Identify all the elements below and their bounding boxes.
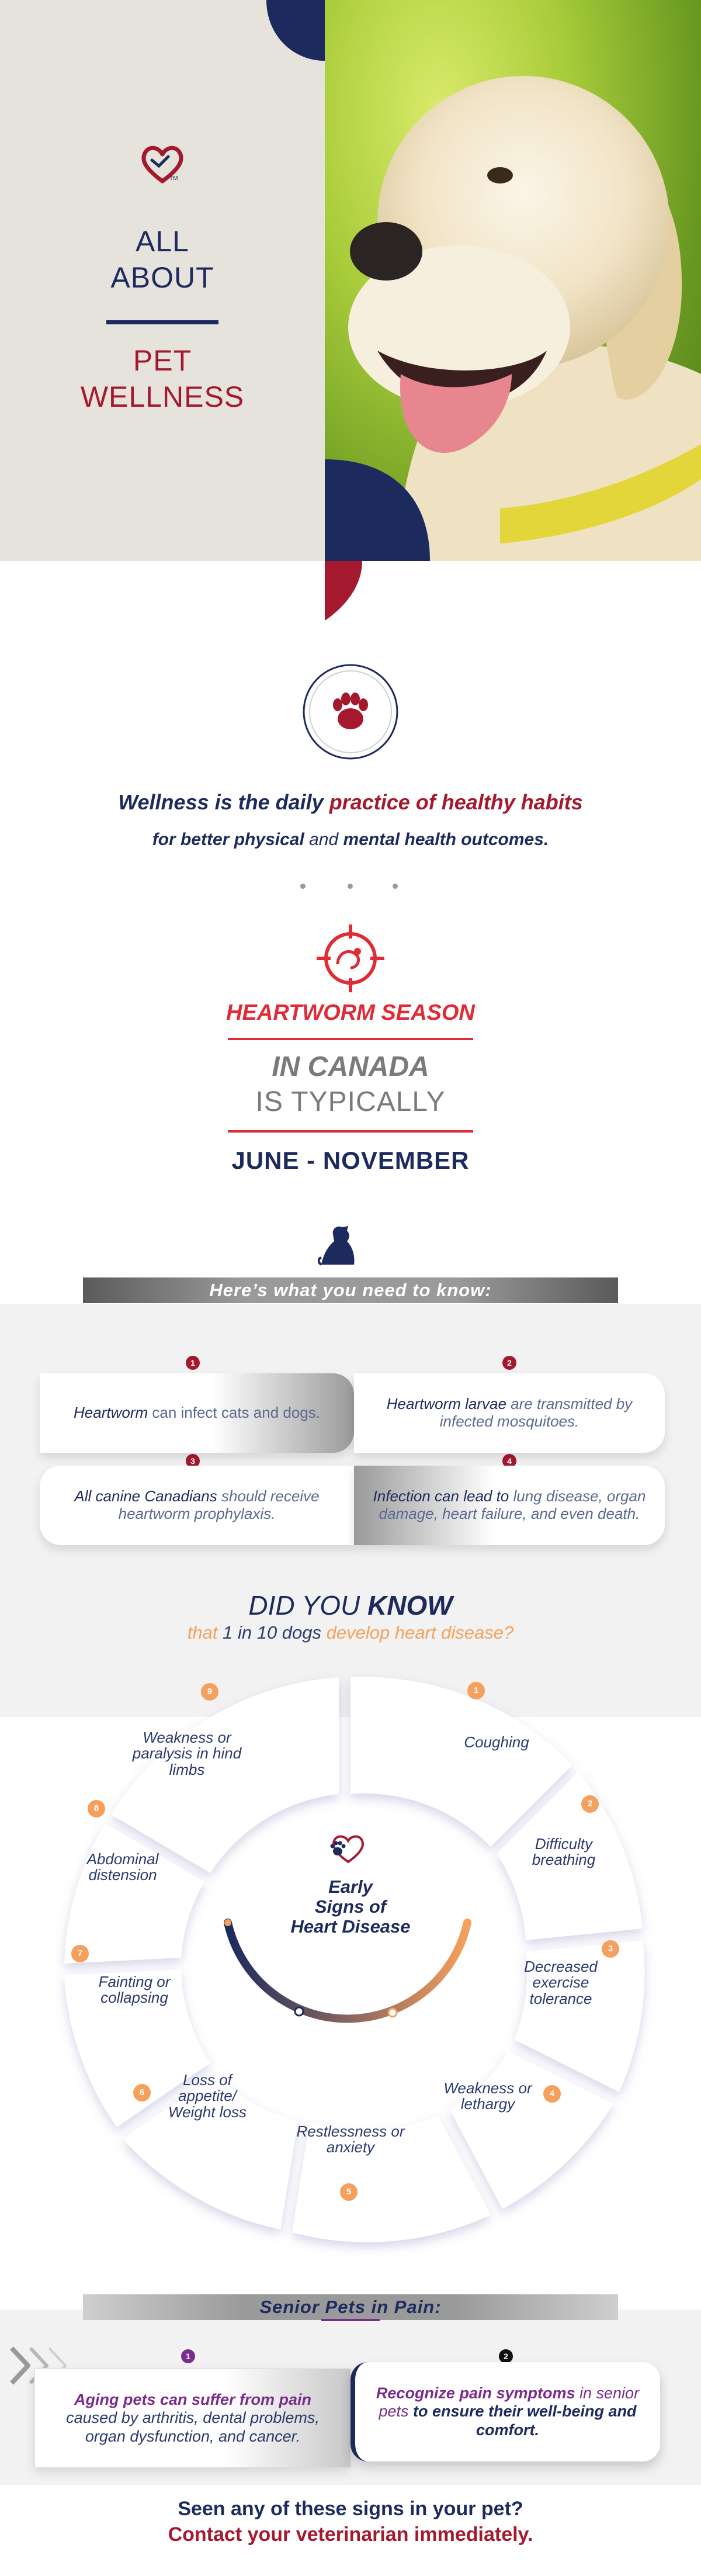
heart-logo-icon: [139, 143, 186, 186]
fact-number: 4: [502, 1454, 516, 1468]
fact-number: 2: [502, 1356, 516, 1370]
senior-card-2-bold: Recognize pain symptoms: [376, 2384, 575, 2402]
sign-restlessness: Restlessness or anxiety: [296, 2123, 405, 2156]
sign-number: 6: [133, 2084, 151, 2101]
need-to-know-banner: Here’s what you need to know:: [83, 1277, 618, 1303]
navy-decoration-top: [266, 0, 372, 61]
senior-banner-accent: [321, 2319, 380, 2321]
sign-hind-limbs: Weakness or paralysis in hind limbs: [132, 1729, 242, 1778]
sign-number: 4: [543, 2085, 561, 2103]
hero-title-all: ALL: [136, 225, 189, 258]
footer-call-to-action: Contact your veterinarian immediately.: [168, 2523, 533, 2546]
sign-number: 9: [201, 1683, 218, 1701]
wellness-statement: [0, 790, 701, 815]
fact-4-bold: Infection can lead to: [373, 1487, 509, 1505]
senior-pets-banner: Senior Pets in Pain:: [83, 2294, 618, 2320]
senior-card-2-text: to ensure their well-being and comfort.: [408, 2402, 637, 2439]
outcomes-text-and: and: [309, 830, 339, 849]
center-line-1: Early: [328, 1876, 373, 1897]
paw-badge: [299, 660, 402, 763]
fact-number: 3: [186, 1454, 200, 1468]
outcomes-text-a: for better physical: [152, 830, 310, 849]
heartworm-season-label: HEARTWORM SEASON: [226, 1000, 475, 1025]
wheel-center-title: [275, 1877, 426, 1937]
fact-card-2: [354, 1373, 665, 1453]
fact-card-4: [354, 1466, 665, 1545]
outcomes-text-c: mental health outcomes.: [338, 830, 549, 849]
fact-card-3: [40, 1466, 354, 1545]
heartworm-is-typically: IS TYPICALLY: [255, 1086, 446, 1117]
hero-section: [0, 0, 701, 561]
dyk-sub-b: 1 in 10 dogs: [223, 1622, 322, 1643]
sign-number: 5: [340, 2183, 358, 2201]
separator-dot: [393, 884, 398, 889]
sitting-dog-icon: [318, 1224, 365, 1266]
paw-icon: [299, 660, 402, 763]
senior-number: 2: [499, 2349, 513, 2363]
center-line-3: Heart Disease: [290, 1916, 411, 1937]
dyk-title-a: DID YOU: [248, 1590, 367, 1621]
sign-abdominal-distension: Abdominal distension: [86, 1850, 159, 1884]
hero-title-pet: PET: [133, 344, 192, 377]
center-line-2: Signs of: [314, 1896, 387, 1917]
did-you-know-title: [0, 1590, 701, 1621]
sign-difficulty-breathing: Difficulty breathing: [532, 1835, 596, 1869]
heartworm-rule-bottom: [228, 1130, 473, 1133]
separator-dot: [300, 884, 306, 889]
sign-decreased-exercise: Decreased exercise tolerance: [524, 1958, 598, 2007]
wellness-highlight: practice of healthy habits: [329, 790, 583, 814]
senior-card-1-text: caused by arthritis, dental problems, organ dysfunction, and cancer.: [66, 2409, 320, 2445]
sign-number: 1: [467, 1682, 485, 1699]
heartworm-in-canada: IN CANADA: [272, 1051, 429, 1082]
fact-number: 1: [186, 1356, 200, 1370]
heartworm-rule-top: [228, 1038, 473, 1040]
hero-title-wellness: WELLNESS: [80, 380, 245, 413]
senior-card-2: [350, 2362, 660, 2461]
did-you-know-subtitle: [0, 1622, 701, 1643]
fact-2-bold: Heartworm larvae: [386, 1395, 506, 1413]
center-paw-icon: [327, 1840, 348, 1857]
navy-red-decoration-bottom: [325, 459, 430, 623]
fact-3-text: should receive heartworm prophylaxis.: [118, 1487, 320, 1522]
fact-3-bold: All canine Canadians: [74, 1487, 217, 1505]
sign-number: 3: [602, 1940, 619, 1958]
separator-dot: [348, 884, 353, 889]
footer-question: Seen any of these signs in your pet?: [178, 2498, 523, 2520]
sign-number: 2: [581, 1795, 599, 1813]
target-mosquito-icon: [314, 922, 387, 995]
fact-1-text: can infect cats and dogs.: [148, 1404, 320, 1422]
brand-mark: TM: [169, 175, 178, 182]
fact-4-text: lung disease, organ damage, heart failure, and even death.: [379, 1487, 646, 1522]
dyk-title-b: KNOW: [367, 1590, 453, 1621]
wellness-text: Wellness is the daily: [118, 790, 329, 814]
sign-coughing: Coughing: [464, 1733, 529, 1751]
sign-weakness-lethargy: Weakness or lethargy: [443, 2079, 532, 2113]
senior-card-1-bold: Aging pets can suffer from pain: [74, 2391, 312, 2409]
sign-number: 7: [71, 1945, 89, 1962]
senior-card-1: [34, 2368, 350, 2467]
dyk-sub-a: that: [187, 1622, 223, 1643]
sign-number: 8: [88, 1800, 105, 1817]
wellness-outcomes: [0, 830, 701, 850]
sign-loss-of-appetite: Loss of appetite/ Weight loss: [168, 2071, 247, 2121]
sign-fainting: Fainting or collapsing: [98, 1973, 171, 2007]
hero-divider: [106, 320, 218, 324]
fact-card-1: [40, 1373, 354, 1453]
fact-2-text: are transmitted by infected mosquitoes.: [439, 1395, 633, 1430]
hero-title-about: ABOUT: [110, 261, 214, 294]
heartworm-months: JUNE - NOVEMBER: [231, 1147, 470, 1174]
fact-1-bold: Heartworm: [74, 1404, 148, 1422]
dyk-sub-c: develop heart disease?: [321, 1622, 514, 1643]
senior-card-2-mid: in senior pets: [379, 2384, 640, 2421]
senior-number: 1: [181, 2349, 195, 2363]
